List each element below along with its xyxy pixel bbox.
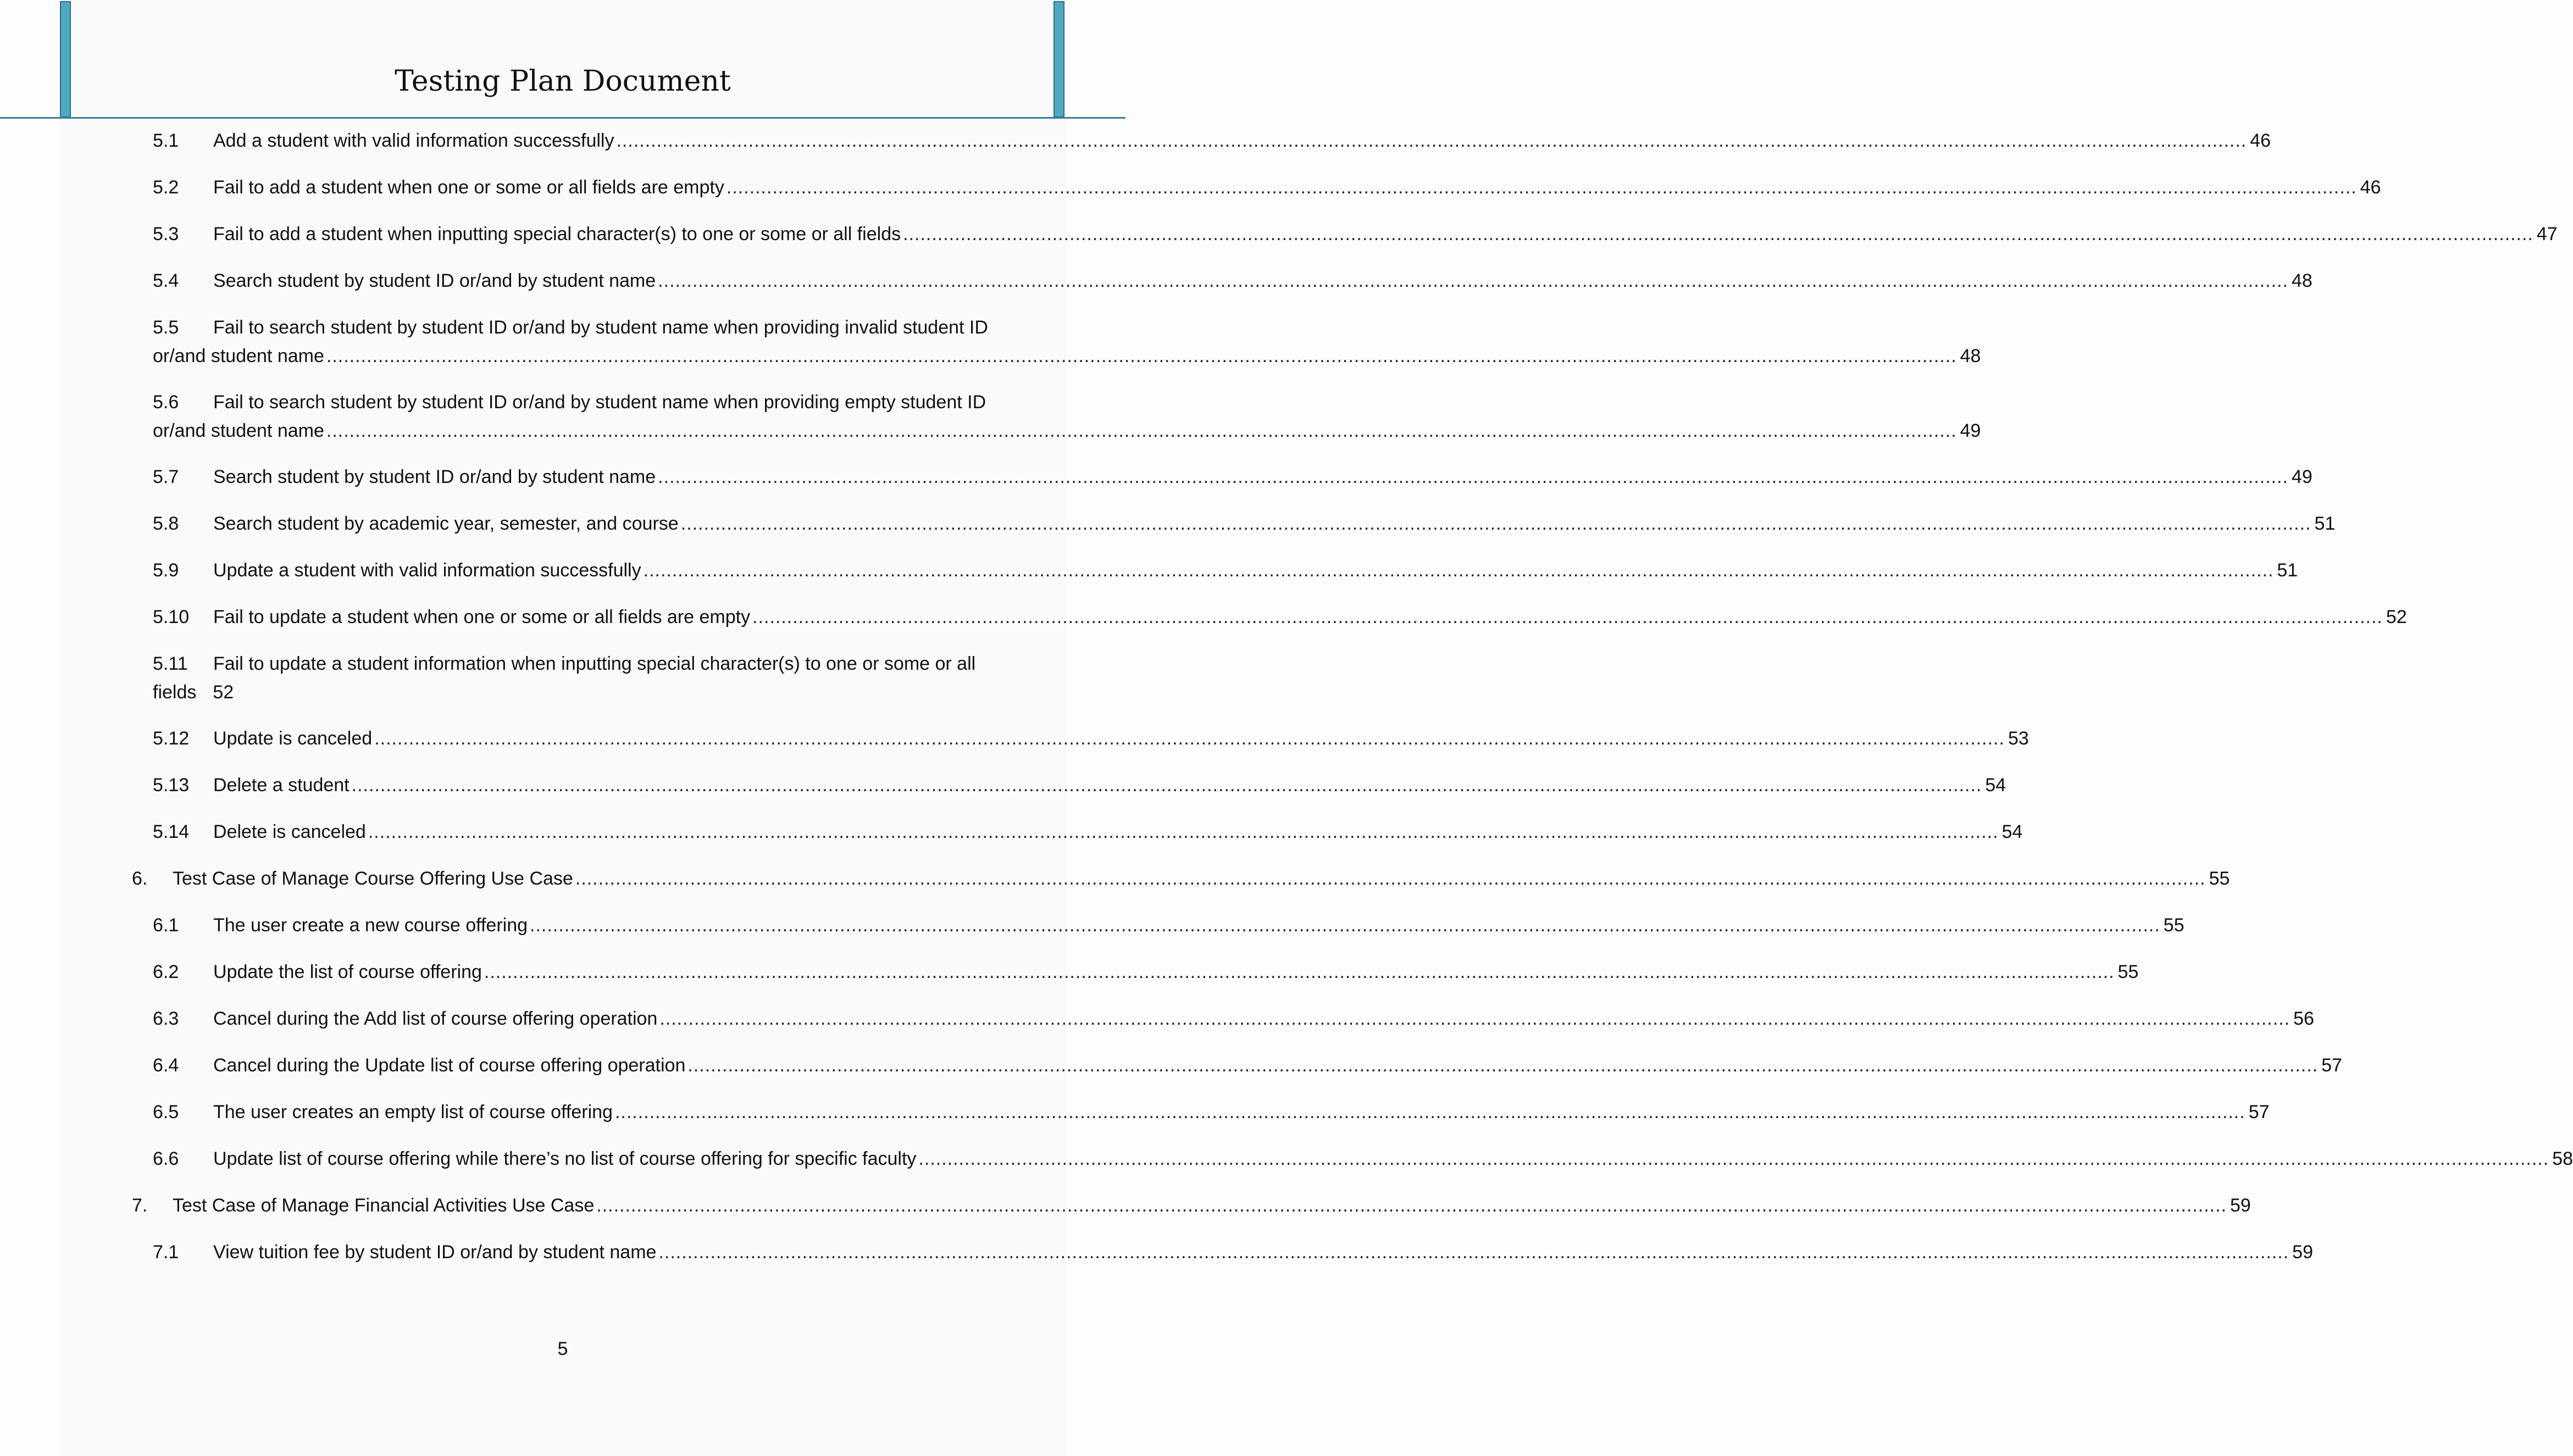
toc-leader-dots: [727, 173, 2357, 202]
toc-page-ref: 59: [2230, 1195, 2251, 1216]
toc-entry[interactable]: [153, 556, 2298, 585]
toc-entry[interactable]: [153, 911, 2184, 940]
toc-entry-line: [153, 266, 2313, 295]
toc-entry[interactable]: [153, 724, 2029, 753]
toc-entry-number: 6.2: [153, 962, 179, 982]
toc-entry-continuation-text: or/and student name: [153, 346, 324, 366]
toc-entry[interactable]: [153, 313, 1981, 370]
toc-entry-title: Cancel during the Add list of course offering operation: [213, 1008, 658, 1029]
toc-entry-line: [153, 1004, 2314, 1033]
toc-entry-line: [153, 220, 2558, 248]
toc-entry-number: 6.4: [153, 1055, 179, 1076]
toc-leader-dots: [352, 771, 1982, 799]
toc-entry[interactable]: [153, 1098, 2270, 1126]
toc-entry-continuation: [153, 416, 1981, 445]
toc-leader-dots: [903, 220, 2533, 248]
toc-entry-continuation: [153, 342, 1981, 370]
toc-page-ref: 49: [1960, 420, 1981, 441]
toc-entry-line: [153, 771, 2006, 799]
toc-page-ref: 51: [2314, 513, 2336, 534]
toc-entry-number: 5.4: [153, 270, 179, 291]
toc-entry-title: The user create a new course offering: [213, 915, 528, 936]
toc-entry-line: [153, 958, 2139, 986]
toc-page-ref: 59: [2292, 1242, 2313, 1263]
toc-leader-dots: [530, 911, 2160, 940]
toc-page-ref: 51: [2277, 560, 2298, 581]
toc-entry-title: View tuition fee by student ID or/and by student name: [213, 1242, 657, 1263]
toc-entry-number: 5.12: [153, 728, 190, 749]
toc-leader-dots: [596, 1191, 2227, 1220]
toc-entry-line: [153, 173, 2381, 202]
toc-leader-dots: [616, 126, 2247, 155]
toc-page-ref: 46: [2360, 177, 2381, 198]
toc-leader-dots: [374, 724, 2005, 753]
toc-entry-number: 5.8: [153, 513, 179, 534]
toc-page-ref: 54: [2001, 821, 2023, 842]
toc-leader-dots: [658, 266, 2288, 295]
toc-entry[interactable]: [153, 603, 2407, 631]
header-right-bar: [1053, 1, 1064, 118]
toc-entry[interactable]: [153, 173, 2381, 202]
toc-entry-line: [153, 911, 2184, 940]
toc-entry-number: 5.1: [153, 130, 179, 151]
toc-entry-title: Fail to search student by student ID or/and by student name when providing empty student ID: [213, 392, 986, 413]
toc-entry[interactable]: [132, 1191, 2251, 1220]
toc-page-ref: 46: [2250, 130, 2271, 151]
toc-page-ref: 58: [2552, 1148, 2573, 1169]
toc-leader-dots: [575, 864, 2206, 893]
toc-entry[interactable]: [153, 1004, 2314, 1033]
header-left-bar: [60, 1, 71, 118]
toc-entry-number: 5.13: [153, 775, 190, 796]
toc-leader-dots: [658, 1238, 2289, 1266]
toc-entry-number: 6.1: [153, 915, 179, 936]
toc-entry[interactable]: [153, 509, 2336, 538]
toc-entry-number: 6.: [132, 868, 148, 889]
toc-entry-title: Update the list of course offering: [213, 962, 482, 982]
toc-page-ref: 55: [2117, 962, 2139, 982]
toc-entry-number: 5.10: [153, 607, 190, 627]
toc-entry-number: 6.6: [153, 1148, 179, 1169]
toc-page-ref: 54: [1985, 775, 2006, 796]
toc-leader-dots: [326, 416, 1957, 445]
toc-entry[interactable]: [153, 818, 2023, 846]
toc-leader-dots: [644, 556, 2274, 585]
toc-entry-number: 5.14: [153, 821, 190, 842]
toc-entry-title: Search student by student ID or/and by student name: [213, 270, 656, 291]
toc-entry-line: [153, 509, 2336, 538]
toc-entry-title: Cancel during the Update list of course offering operation: [213, 1055, 686, 1076]
toc-entry-number: 7.: [132, 1195, 148, 1216]
toc-entry-number: 5.2: [153, 177, 179, 198]
toc-entry[interactable]: [132, 864, 2230, 893]
page-number: 5: [557, 1338, 568, 1359]
toc-page-ref: 52: [2386, 607, 2407, 627]
toc-entry-line: [132, 864, 2230, 893]
toc-leader-dots: [659, 1004, 2290, 1033]
toc-entry-title: Fail to add a student when inputting special character(s) to one or some or all fields: [213, 224, 901, 244]
toc-entry-line: [153, 463, 2313, 491]
toc-entry-line: [132, 1191, 2251, 1220]
toc-entry-line: [153, 1238, 2313, 1266]
toc-entry-number: 7.1: [153, 1242, 179, 1263]
toc-leader-dots: [615, 1098, 2245, 1126]
toc-page-ref: 52: [213, 682, 234, 703]
toc-entry[interactable]: [153, 649, 1025, 707]
toc-entry-line: [153, 313, 1025, 342]
toc-entry-title: Update list of course offering while there’s no list of course offering for specific faculty: [213, 1148, 917, 1169]
toc-entry-title: The user creates an empty list of course offering: [213, 1102, 613, 1122]
toc-entry-title: Update a student with valid information successfully: [213, 560, 641, 581]
toc-page-ref: 57: [2321, 1055, 2342, 1076]
toc-entry-continuation-text: fields: [153, 682, 197, 703]
toc-leader-dots: [658, 463, 2288, 491]
toc-entry-line: [153, 1098, 2270, 1126]
toc-entry-title: Delete is canceled: [213, 821, 366, 842]
toc-entry[interactable]: [153, 266, 2313, 295]
toc-entry-number: 5.11: [153, 653, 188, 674]
toc-entry-title: Search student by student ID or/and by student name: [213, 466, 656, 487]
toc-entry-title: Test Case of Manage Financial Activities Use Case: [173, 1195, 595, 1216]
toc-entry-line: [153, 818, 2023, 846]
toc-leader-dots: [918, 1144, 2549, 1173]
toc-entry[interactable]: [153, 1238, 2313, 1266]
toc-entry-line: [153, 556, 2298, 585]
toc-entry[interactable]: [153, 463, 2313, 491]
toc-entry-title: Fail to update a student when one or some or all fields are empty: [213, 607, 751, 627]
toc-entry-number: 5.6: [153, 392, 179, 413]
toc-entry-line: [153, 1051, 2342, 1080]
toc-entry-continuation: [153, 678, 1025, 707]
toc-leader-dots: [484, 958, 2115, 986]
toc-entry[interactable]: [153, 388, 1981, 445]
toc-entry-title: Search student by academic year, semester, and course: [213, 513, 679, 534]
toc-page-ref: 48: [2291, 270, 2313, 291]
toc-page-ref: 55: [2163, 915, 2184, 936]
toc-entry[interactable]: [153, 771, 2006, 799]
toc-entry-title: Fail to update a student information when inputting special character(s) to one or some or all: [213, 653, 976, 674]
toc-leader-dots: [368, 818, 1999, 846]
toc-page-ref: 47: [2536, 224, 2558, 244]
toc-leader-dots: [681, 509, 2311, 538]
toc-page-ref: 57: [2248, 1102, 2270, 1122]
header-rule: [0, 117, 1125, 119]
toc-entry[interactable]: [153, 126, 2271, 155]
toc-leader-dots: [326, 342, 1957, 370]
toc-page-ref: 48: [1960, 346, 1981, 366]
toc-leader-dots: [752, 603, 2383, 631]
toc-entry-line: [153, 724, 2029, 753]
toc-entry-number: 5.9: [153, 560, 179, 581]
toc-entry-number: 6.5: [153, 1102, 179, 1122]
toc-entry-number: 5.7: [153, 466, 179, 487]
document-title: Testing Plan Document: [395, 65, 731, 98]
toc-entry-line: [153, 388, 1025, 416]
toc-entry-title: Update is canceled: [213, 728, 373, 749]
toc-entry-title: Add a student with valid information successfully: [213, 130, 614, 151]
toc-entry-title: Fail to search student by student ID or/and by student name when providing invalid student ID: [213, 317, 988, 338]
toc-entry[interactable]: [153, 958, 2139, 986]
toc-entry-line: [153, 126, 2271, 155]
toc-page-ref: 53: [2008, 728, 2029, 749]
toc-page-ref: 56: [2293, 1008, 2314, 1029]
toc-entry[interactable]: [153, 1051, 2342, 1080]
toc-entry-line: [153, 603, 2407, 631]
toc-entry-line: [153, 649, 1025, 678]
toc-entry-title: Test Case of Manage Course Offering Use Case: [173, 868, 573, 889]
toc-entry-title: Fail to add a student when one or some or all fields are empty: [213, 177, 724, 198]
toc-page-ref: 55: [2209, 868, 2230, 889]
toc-entry[interactable]: [153, 1144, 2573, 1173]
toc-page-ref: 49: [2291, 466, 2313, 487]
toc-entry-title: Delete a student: [213, 775, 350, 796]
toc-entry-continuation-text: or/and student name: [153, 420, 324, 441]
toc-leader-dots: [687, 1051, 2318, 1080]
toc-entry-number: 6.3: [153, 1008, 179, 1029]
toc-entry-number: 5.5: [153, 317, 179, 338]
toc-entry-line: [153, 1144, 2573, 1173]
toc-entry[interactable]: [153, 220, 2558, 248]
toc-entry-number: 5.3: [153, 224, 179, 244]
